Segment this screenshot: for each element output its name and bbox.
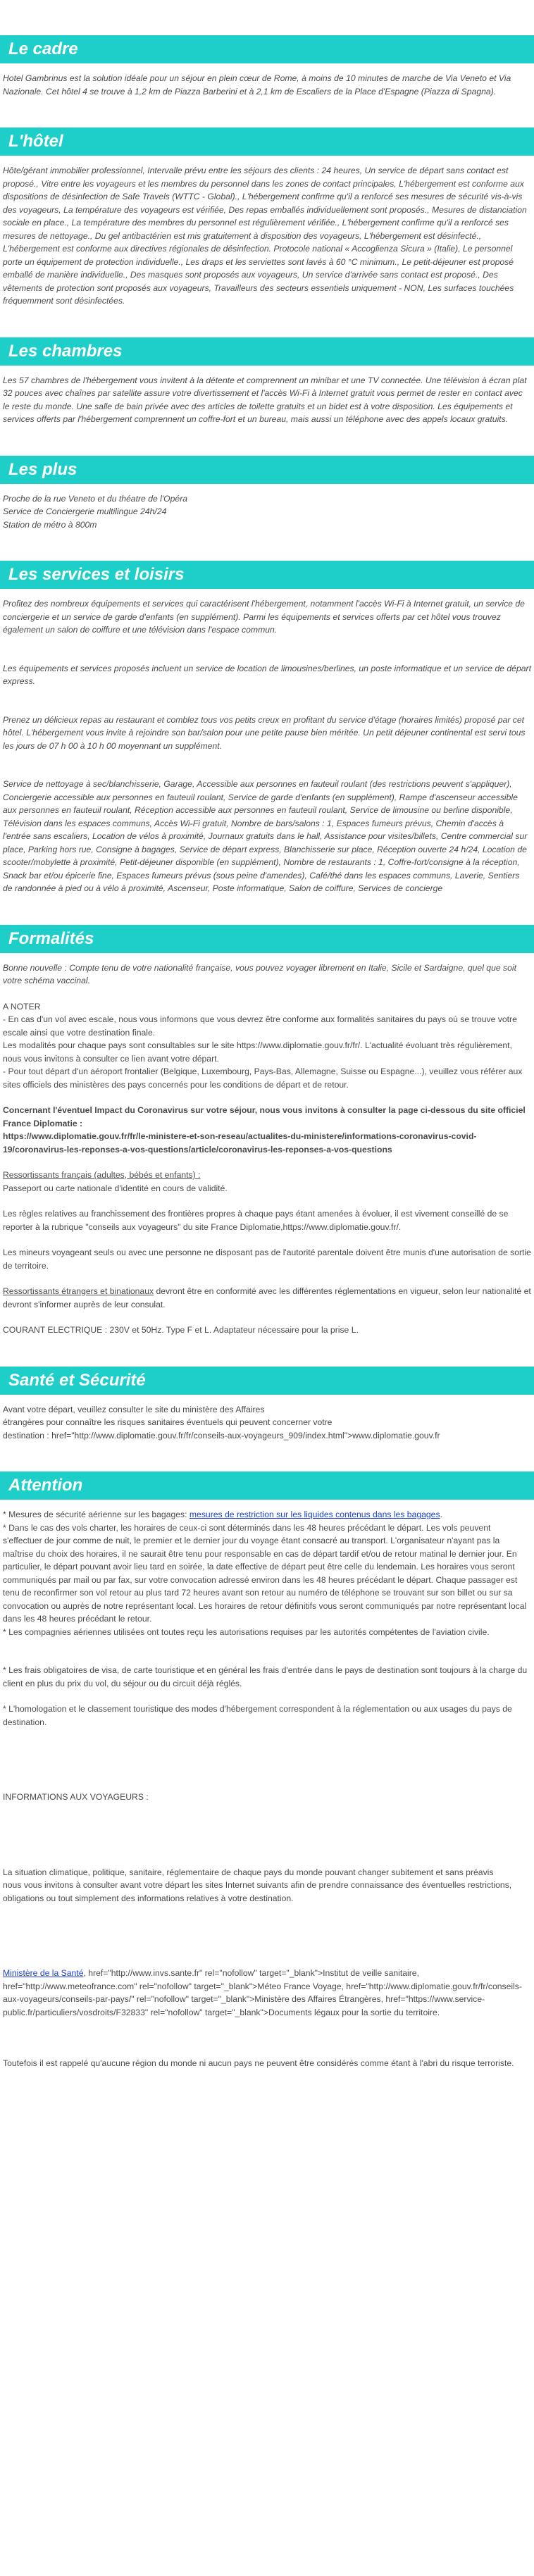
section-services [0, 561, 534, 895]
mesures-prefix: * Mesures de sécurité aérienne sur les bagages: [3, 1510, 190, 1519]
situation-text: nous vous invitons à consulter avant votre départ les sites Internet suivants afin de prendre connaissance des éventuelles restrictions, obligations ou tout simplement des informations relatives à votre destination. [3, 1880, 512, 1903]
services-paragraph: Profitez des nombreux équipements et services qui caractérisent l'hébergement, notamment l'accès Wi-Fi à Internet gratuit, un service de conciergerie et un service de garde d'enfants (en supplément). Parmi les équipements et services offerts par cet hôtel vous trouvez également un salon de coiffure et une télévision dans l'espace commun. [3, 599, 525, 635]
frais-text: * Les frais obligatoires de visa, de carte touristique et en général les frais d'entrée dans le pays de destination sont toujours à la charge du client en plus du prix du vol, du séjour ou du circuit déjà réglés. [3, 1665, 528, 1688]
section-title-cadre: Le cadre [0, 35, 534, 63]
anoter-line: - En cas d'un vol avec escale, nous vous informons que vous devrez être conforme aux formalités sanitaires du pays où se trouve votre escale ainsi que votre destination finale. [3, 1014, 517, 1038]
ministere-text [0, 1967, 534, 2019]
binationaux-label: Ressortissants étrangers et binationaux [3, 1286, 154, 1296]
section-attention [0, 1471, 534, 2070]
section-formalites [0, 925, 534, 1337]
ministere-link[interactable]: Ministère de la Santé [3, 1968, 84, 1978]
section-cadre [0, 35, 534, 98]
section-title-plus: Les plus [0, 456, 534, 484]
section-title-services: Les services et loisirs [0, 561, 534, 589]
covid-link[interactable]: https://www.diplomatie.gouv.fr/fr/le-ministere-et-son-reseau/actualites-du-ministere/informations-coronavirus-covid-19/coronavirus-les-reponses-a-vos-questions/article/coronavirus-les-reponses-a-vos-questions [3, 1131, 477, 1155]
services-paragraph: Les équipements et services proposés incluent un service de location de limousines/berlines, un poste informatique et un service de départ express. [3, 663, 531, 686]
section-plus [0, 456, 534, 532]
section-title-sante: Santé et Sécurité [0, 1367, 534, 1395]
section-title-chambres: Les chambres [0, 337, 534, 366]
services-paragraph: Service de nettoyage à sec/blanchisserie, Garage, Accessible aux personnes en fauteuil roulant (des restrictions peuvent s'appliquer), Conciergerie accessible aux personnes en fauteuil roulant, Service de garde d'enfants (en supplément), Rampe d'ascenseur accessible aux personnes en fauteuil roulant, Réception accessible aux personnes en fauteuil roulant, Service de limousine ou berline disponible, Télévision dans les espaces communs, Accès Wi-Fi gratuit, Nombre de bars/salons : 1, Espaces fumeurs prévus, Chemin d'accès à l'entrée sans escaliers, Location de vélos à proximité, Journaux gratuits dans le hall, Assistance pour visites/billets, Centre commercial sur place, Parking hors rue, Consigne à bagages, Service de départ express, Blanchisserie sur place, Réception ouverte 24 h/24, Location de scooter/mobylette à proximité, Petit-déjeuner disponible (en supplément), Nombre de restaurants : 1, Coffre-fort/consigne à la réception, Snack bar et/ou épicerie fine, Espaces fumeurs prévus (sous peine d'amendes), Café/thé dans les espaces communs, Laverie, Sentiers de randonnée à pied ou à vélo à proximité, Ascenseur, Poste informatique, Salon de coiffure, Services de concierge [3, 779, 528, 893]
sante-line: étrangères pour connaître les risques sanitaires éventuels qui peuvent concerner votre [3, 1417, 333, 1427]
sante-line: Avant votre départ, veuillez consulter le site du ministère des Affaires [3, 1404, 265, 1414]
mesures-suffix: . [440, 1510, 442, 1519]
plus-line: Station de métro à 800m [3, 519, 97, 530]
mesures-link[interactable]: mesures de restriction sur les liquides contenus dans les bagages [189, 1510, 440, 1519]
plus-line: Service de Conciergerie multilingue 24h/24 [3, 506, 167, 516]
frontieres-text: Les règles relatives au franchissement des frontières propres à chaque pays étant amenées à évoluer, il est vivement conseillé de se reporter à la rubrique "conseils aux voyageurs" du site France Diplomatie,https://www.diplomatie.gouv.fr/. [3, 1209, 509, 1232]
ministere-rest: , href="http://www.invs.sante.fr" rel="nofollow" target="_blank">Institut de veille sanitaire, href="http://www.meteofrance.com" rel="nofollow" target="_blank">Méteo France Voyage, href="http://www.diplomatie.gouv.fr/fr/conseils-aux-voyageurs/conseils-par-pays/" rel="nofollow" target="_blank">Ministère des Affaires Étrangères, href="https://www.service-public.fr/particuliers/vosdroits/F32833" rel="nofollow" target="_blank">Documents légaux pour la sortie du territoire. [3, 1968, 522, 2017]
hotel-text: Hôte/gérant immobilier professionnel, Intervalle prévu entre les séjours des clients : 24 heures, Un service de départ sans contact est proposé., Vitre entre les voyageurs et les membres du personnel dans les zones de contact principales, L'hébergement est conforme aux dispositions de désinfection de Safe Travels (WTTC - Global)., L'hébergement confirme qu'il a renforcé ses mesures de sécurité vis-à-vis des voyageurs, La température des voyageurs est vérifiée, Des repas emballés individuellement sont proposés., Mesures de distanciation sociale en place., La température des membres du personnel est régulièrement vérifiée., L'hébergement confirme qu'il a renforcé ses mesures de nettoyage., Du gel antibactérien est mis gratuitement à disposition des voyageurs, L'hébergement est désinfecté., L'hébergement est conforme aux directives régionales de désinfection. Protocole national « Accoglienza Sicura » (Italie), Le personnel porte un équipement de protection individuelle., Les draps et les serviettes sont lavés à 60 °C minimum., Le petit-déjeuner est proposé emballé de manière individuelle., Des masques sont proposés aux voyageurs, Un service d'arrivée sans contact est proposé., Des vêtements de protection sont proposés aux voyageurs, Travailleurs des secteurs essentiels uniquement - NON, Les surfaces touchées fréquemment sont désinfectées. [3, 166, 527, 306]
binationaux-text [0, 1285, 534, 1311]
anoter-line: - Pour tout départ d'un aéroport frontalier (Belgique, Luxembourg, Pays-Bas, Allemagne, Suisse ou Espagne...), veuillez vous référer aux sites officiels des ministères des pays concernés pour les conditions de départ et de retour. [3, 1066, 523, 1090]
compagnies-text: * Les compagnies aériennes utilisées ont toutes reçu les autorisations requises par les autorités compétentes de l'aviation civile. [3, 1626, 490, 1637]
binationaux-rest: devront être en conformité avec les différentes réglementations en vigueur, selon leur nationalité et devront s'informer auprès de leur consulat. [3, 1286, 531, 1309]
section-chambres [0, 337, 534, 426]
chambres-text: Les 57 chambres de l'hébergement vous invitent à la détente et comprennent un minibar et une TV connectée. Une télévision à écran plat 32 pouces avec chaînes par satellite assure votre divertissement et l'accès Wi-Fi à Internet gratuit vous permet de rester en contact avec le reste du monde. Une salle de bain privée avec des articles de toilette gratuits et un bidet est à votre disposition. Les équipements et services offerts par l'hébergement comprennent un coffre-fort et un bureau, mais aussi un téléphone avec des appels locaux gratuits. [3, 375, 527, 424]
formalites-intro: Bonne nouvelle : Compte tenu de votre nationalité française, vous pouvez voyager librement en Italie, Sicile et Sardaigne, quel que soit votre schéma vaccinal. [3, 962, 516, 985]
ressortissants-title: Ressortissants français (adultes, bébés et enfants) : [3, 1170, 201, 1180]
plus-line: Proche de la rue Veneto et du théatre de l'Opéra [3, 493, 188, 504]
homologation-text: * L'homologation et le classement touristique des modes d'hébergement correspondent à la réglementation ou aux usages du pays de destination. [3, 1704, 512, 1727]
cadre-text: Hotel Gambrinus est la solution idéale pour un séjour en plein cœur de Rome, à moins de 10 minutes de marche de Via Veneto et Via Nazionale. Cet hôtel 4 se trouve à 1,2 km de Piazza Barberini et à 2,1 km de Escaliers de la Place d'Espagne (Piazza di Spagna). [3, 73, 511, 97]
section-title-attention: Attention [0, 1471, 534, 1500]
ressortissants-text: Passeport ou carte nationale d'identité en cours de validité. [3, 1183, 228, 1193]
mesures-text [0, 1508, 534, 1522]
mineurs-text: Les mineurs voyageant seuls ou avec une personne ne disposant pas de l'autorité parentale doivent être munis d'une autorisation de sortie de territoire. [3, 1247, 531, 1271]
anoter-line: Les modalités pour chaque pays sont consultables sur le site https://www.diplomatie.gouv.fr/fr/. L'actualité évoluant très régulièrement, nous vous invitons à consulter ce lien avant votre départ. [3, 1040, 512, 1064]
situation-text: La situation climatique, politique, sanitaire, réglementaire de chaque pays du monde pouvant changer subitement et sans préavis [3, 1867, 494, 1877]
section-title-hotel: L'hôtel [0, 127, 534, 156]
toutefois-text: Toutefois il est rappelé qu'aucune région du monde ni aucun pays ne peuvent être considérés comme étant à l'abri du risque terroriste. [3, 2058, 514, 2068]
section-title-formalites: Formalités [0, 925, 534, 953]
vols-text: * Dans le cas des vols charter, les horaires de ceux-ci sont déterminés dans les 48 heures précédant le départ. Les vols peuvent s'effectuer de jour comme de nuit, le premier et le dernier jour du voyage étant consacré au transport. L'organisateur n'ayant pas la maîtrise du choix des horaires, il ne saurait être tenu pour responsable en cas de départ tardif et/ou de retour matinal le dernier jour. En particulier, le départ pouvant avoir lieu tard en soirée, la date effective de départ peut être celle du lendemain. Les horaires vous seront communiqués par mail ou par fax, sur votre convocation adressé environ dans les 48 heures précédant le départ. Chaque passager est tenu de reconfirmer son vol retour au plus tard 72 heures avant son retour au numéro de téléphone se trouvant sur son billet ou sur sa convocation ou auprès de notre représentant local. Les horaires de retour définitifs vous seront communiqués par notre représentant local dans les 48 heures précédant le retour. [3, 1522, 527, 1624]
services-paragraph: Prenez un délicieux repas au restaurant et comblez tous vos petits creux en profitant du service d'étage (horaires limités) proposé par cet hôtel. L'hébergement vous invite à rejoindre son bar/salon pour une petite pause bien méritée. Un petit déjeuner continental est servi tous les jours de 07 h 00 à 10 h 00 moyennant un supplément. [3, 714, 526, 751]
covid-notice: Concernant l'éventuel Impact du Coronavirus sur votre séjour, nous vous invitons à consulter la page ci-dessous du site officiel France Diplomatie : [3, 1105, 526, 1128]
anoter-title: A NOTER [3, 1001, 41, 1012]
section-hotel [0, 127, 534, 308]
section-sante [0, 1367, 534, 1443]
info-title: INFORMATIONS AUX VOYAGEURS : [3, 1792, 149, 1802]
courant-text: COURANT ELECTRIQUE : 230V et 50Hz. Type F et L. Adaptateur nécessaire pour la prise L. [3, 1325, 359, 1335]
sante-line: destination : href="http://www.diplomatie.gouv.fr/fr/conseils-aux-voyageurs_909/index.html">www.diplomatie.gouv.fr [3, 1430, 440, 1441]
